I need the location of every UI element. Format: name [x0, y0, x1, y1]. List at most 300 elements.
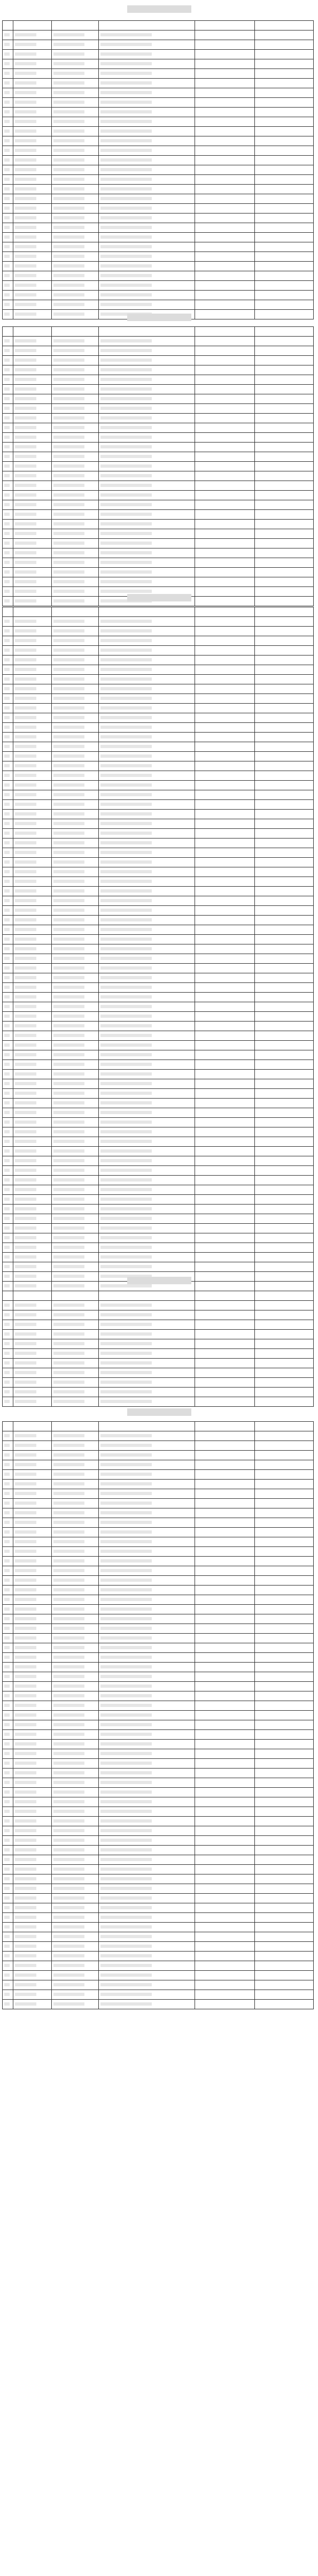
cell-place [99, 185, 195, 194]
unreadable-text-placeholder [4, 1511, 10, 1514]
cell-name [13, 568, 52, 577]
unreadable-text-placeholder [4, 416, 10, 420]
unreadable-text-placeholder [100, 620, 152, 623]
cell-note-1 [195, 1166, 255, 1176]
cell-years [52, 694, 99, 704]
cell-note-2 [255, 1224, 314, 1233]
cell-name [13, 443, 52, 452]
unreadable-text-placeholder [4, 1810, 10, 1813]
unreadable-text-placeholder [100, 716, 152, 719]
cell-seq [3, 300, 13, 310]
unreadable-text-placeholder [100, 1579, 152, 1582]
cell-place [99, 771, 195, 781]
cell-note-1 [195, 1368, 255, 1378]
cell-note-1 [195, 88, 255, 98]
cell-name [13, 1836, 52, 1846]
cell-note-2 [255, 704, 314, 713]
cell-seq [3, 1480, 13, 1489]
cell-seq [3, 233, 13, 242]
table-row [3, 665, 314, 675]
cell-name [13, 375, 52, 385]
table-row [3, 1089, 314, 1099]
cell-note-1 [195, 1388, 255, 1397]
cell-place [99, 165, 195, 175]
cell-years [52, 281, 99, 291]
cell-place [99, 973, 195, 983]
cell-years [52, 1499, 99, 1508]
cell-place [99, 1176, 195, 1185]
unreadable-text-placeholder [4, 1313, 10, 1316]
unreadable-text-placeholder [53, 129, 84, 133]
cell-place [99, 1441, 195, 1451]
unreadable-text-placeholder [53, 1540, 84, 1543]
unreadable-text-placeholder [15, 359, 36, 362]
unreadable-text-placeholder [15, 284, 36, 287]
unreadable-text-placeholder [4, 1713, 10, 1717]
cell-place [99, 40, 195, 50]
unreadable-text-placeholder [53, 513, 84, 516]
cell-years [52, 1470, 99, 1480]
unreadable-text-placeholder [53, 1675, 84, 1678]
cell-place [99, 983, 195, 993]
cell-place [99, 1614, 195, 1624]
unreadable-text-placeholder [15, 226, 36, 229]
cell-note-1 [195, 646, 255, 656]
unreadable-text-placeholder [100, 1492, 152, 1495]
cell-note-2 [255, 1547, 314, 1557]
unreadable-text-placeholder [15, 1781, 36, 1784]
unreadable-text-placeholder [4, 33, 10, 36]
cell-name [13, 1797, 52, 1807]
cell-note-1 [195, 1682, 255, 1691]
unreadable-text-placeholder [15, 938, 36, 941]
column-header-seq [3, 327, 13, 337]
table-row [3, 1653, 314, 1663]
unreadable-text-placeholder [100, 1381, 152, 1384]
table-row [3, 423, 314, 433]
unreadable-text-placeholder [100, 216, 152, 219]
cell-seq [3, 1137, 13, 1147]
table-row [3, 656, 314, 665]
cell-note-2 [255, 1797, 314, 1807]
unreadable-text-placeholder [100, 1217, 152, 1220]
unreadable-text-placeholder [15, 1072, 36, 1076]
cell-years [52, 529, 99, 539]
cell-seq [3, 1846, 13, 1855]
cell-note-1 [195, 175, 255, 185]
table-row [3, 1243, 314, 1253]
unreadable-text-placeholder [100, 706, 152, 710]
unreadable-text-placeholder [4, 359, 10, 362]
cell-years [52, 1012, 99, 1022]
unreadable-text-placeholder [15, 1733, 36, 1736]
unreadable-text-placeholder [53, 339, 84, 342]
cell-seq [3, 1499, 13, 1508]
cell-note-2 [255, 1499, 314, 1508]
unreadable-text-placeholder [53, 697, 84, 700]
cell-note-2 [255, 1118, 314, 1127]
unreadable-text-placeholder [4, 1868, 10, 1871]
cell-note-1 [195, 627, 255, 636]
cell-name [13, 1595, 52, 1605]
cell-name [13, 79, 52, 88]
cell-note-2 [255, 1701, 314, 1711]
unreadable-text-placeholder [100, 303, 152, 306]
unreadable-text-placeholder [15, 1550, 36, 1553]
unreadable-text-placeholder [53, 1492, 84, 1495]
cell-years [52, 1807, 99, 1817]
cell-place [99, 1701, 195, 1711]
cell-seq [3, 1643, 13, 1653]
cell-name [13, 1349, 52, 1359]
cell-note-1 [195, 1952, 255, 1961]
table-row [3, 1778, 314, 1788]
cell-note-2 [255, 165, 314, 175]
unreadable-text-placeholder [100, 774, 152, 777]
cell-note-1 [195, 214, 255, 223]
cell-note-1 [195, 1923, 255, 1932]
unreadable-text-placeholder [4, 947, 10, 950]
cell-place [99, 156, 195, 165]
cell-note-1 [195, 1195, 255, 1205]
unreadable-text-placeholder [53, 1916, 84, 1919]
cell-place [99, 337, 195, 346]
unreadable-text-placeholder [100, 1332, 152, 1336]
cell-place [99, 1002, 195, 1012]
cell-years [52, 1002, 99, 1012]
unreadable-text-placeholder [4, 513, 10, 516]
table-row [3, 1855, 314, 1865]
cell-years [52, 896, 99, 906]
unreadable-text-placeholder [100, 436, 152, 439]
cell-note-1 [195, 1499, 255, 1508]
unreadable-text-placeholder [53, 197, 84, 200]
table-row [3, 1961, 314, 1971]
cell-note-1 [195, 1557, 255, 1566]
unreadable-text-placeholder [53, 822, 84, 825]
cell-note-2 [255, 568, 314, 577]
column-header-note-2 [255, 327, 314, 337]
cell-seq [3, 404, 13, 414]
cell-note-1 [195, 983, 255, 993]
unreadable-text-placeholder [15, 436, 36, 439]
cell-place [99, 346, 195, 356]
cell-place [99, 365, 195, 375]
unreadable-text-placeholder [100, 245, 152, 248]
roster-table [2, 607, 314, 1291]
cell-note-2 [255, 1233, 314, 1243]
unreadable-text-placeholder [4, 1063, 10, 1066]
cell-seq [3, 1431, 13, 1441]
cell-seq [3, 165, 13, 175]
cell-note-2 [255, 916, 314, 925]
unreadable-text-placeholder [53, 1973, 84, 1977]
unreadable-text-placeholder [15, 1313, 36, 1316]
unreadable-text-placeholder [53, 274, 84, 277]
cell-note-2 [255, 443, 314, 452]
cell-name [13, 1634, 52, 1643]
unreadable-text-placeholder [53, 484, 84, 487]
cell-years [52, 175, 99, 185]
unreadable-text-placeholder [53, 1713, 84, 1717]
cell-name [13, 627, 52, 636]
cell-note-2 [255, 1359, 314, 1368]
cell-note-2 [255, 365, 314, 375]
unreadable-text-placeholder [53, 1559, 84, 1563]
cell-years [52, 356, 99, 365]
cell-note-1 [195, 1022, 255, 1031]
cell-place [99, 1903, 195, 1913]
unreadable-text-placeholder [53, 1790, 84, 1794]
cell-seq [3, 993, 13, 1002]
cell-years [52, 1942, 99, 1952]
cell-name [13, 414, 52, 423]
unreadable-text-placeholder [15, 1752, 36, 1755]
cell-note-2 [255, 1368, 314, 1378]
unreadable-text-placeholder [53, 1617, 84, 1620]
unreadable-text-placeholder [53, 1723, 84, 1726]
unreadable-text-placeholder [15, 677, 36, 681]
cell-years [52, 491, 99, 500]
cell-name [13, 800, 52, 810]
cell-name [13, 1826, 52, 1836]
cell-seq [3, 1253, 13, 1262]
cell-note-2 [255, 848, 314, 858]
unreadable-text-placeholder [15, 1742, 36, 1746]
cell-name [13, 1050, 52, 1060]
cell-seq [3, 50, 13, 59]
unreadable-text-placeholder [53, 168, 84, 171]
column-header-note-2 [255, 1291, 314, 1301]
unreadable-text-placeholder [100, 455, 152, 458]
column-header-name [13, 607, 52, 617]
cell-years [52, 346, 99, 356]
unreadable-text-placeholder [4, 129, 10, 133]
unreadable-text-placeholder [15, 1332, 36, 1336]
column-header-note-1 [195, 327, 255, 337]
cell-seq [3, 1865, 13, 1874]
table-row [3, 877, 314, 887]
unreadable-text-placeholder [15, 139, 36, 142]
unreadable-text-placeholder [4, 1178, 10, 1182]
cell-place [99, 617, 195, 627]
unreadable-text-placeholder [15, 1810, 36, 1813]
cell-place [99, 1952, 195, 1961]
unreadable-text-placeholder [15, 706, 36, 710]
cell-place [99, 906, 195, 916]
cell-note-2 [255, 810, 314, 819]
cell-place [99, 568, 195, 577]
unreadable-text-placeholder [53, 436, 84, 439]
table-row [3, 233, 314, 242]
table-row [3, 1634, 314, 1643]
cell-note-1 [195, 568, 255, 577]
unreadable-text-placeholder [100, 397, 152, 400]
unreadable-text-placeholder [4, 677, 10, 681]
table-row [3, 704, 314, 713]
unreadable-text-placeholder [4, 1540, 10, 1543]
cell-seq [3, 1605, 13, 1614]
cell-place [99, 1836, 195, 1846]
unreadable-text-placeholder [53, 918, 84, 921]
cell-name [13, 1865, 52, 1874]
cell-note-2 [255, 1740, 314, 1749]
unreadable-text-placeholder [100, 255, 152, 258]
cell-years [52, 510, 99, 520]
cell-years [52, 520, 99, 529]
cell-place [99, 1359, 195, 1368]
cell-place [99, 1720, 195, 1730]
unreadable-text-placeholder [100, 1502, 152, 1505]
unreadable-text-placeholder [100, 522, 152, 525]
unreadable-text-placeholder [100, 1839, 152, 1842]
unreadable-text-placeholder [4, 1983, 10, 1986]
unreadable-text-placeholder [100, 149, 152, 152]
cell-years [52, 1797, 99, 1807]
table-row [3, 761, 314, 771]
unreadable-text-placeholder [15, 764, 36, 767]
unreadable-text-placeholder [15, 1887, 36, 1890]
unreadable-text-placeholder [15, 1015, 36, 1018]
cell-name [13, 281, 52, 291]
unreadable-text-placeholder [100, 445, 152, 448]
cell-years [52, 481, 99, 491]
cell-place [99, 896, 195, 906]
table-row [3, 1740, 314, 1749]
unreadable-text-placeholder [4, 966, 10, 970]
unreadable-text-placeholder [53, 207, 84, 210]
cell-place [99, 300, 195, 310]
unreadable-text-placeholder [4, 1015, 10, 1018]
cell-name [13, 40, 52, 50]
unreadable-text-placeholder [4, 909, 10, 912]
cell-years [52, 59, 99, 69]
unreadable-text-placeholder [4, 870, 10, 873]
unreadable-text-placeholder [100, 1236, 152, 1239]
unreadable-text-placeholder [15, 966, 36, 970]
cell-note-1 [195, 423, 255, 433]
cell-seq [3, 771, 13, 781]
cell-name [13, 819, 52, 829]
unreadable-text-placeholder [100, 1361, 152, 1365]
unreadable-text-placeholder [15, 1400, 36, 1403]
cell-note-1 [195, 1701, 255, 1711]
unreadable-text-placeholder [100, 1034, 152, 1037]
table-row [3, 520, 314, 529]
section-title [0, 2, 318, 16]
cell-place [99, 1932, 195, 1942]
table-row [3, 146, 314, 156]
unreadable-text-placeholder [4, 1559, 10, 1563]
unreadable-text-placeholder [100, 1588, 152, 1591]
cell-years [52, 1788, 99, 1797]
unreadable-text-placeholder [100, 1810, 152, 1813]
cell-place [99, 1711, 195, 1720]
cell-years [52, 271, 99, 281]
cell-years [52, 1378, 99, 1388]
cell-place [99, 1243, 195, 1253]
cell-name [13, 1060, 52, 1070]
cell-name [13, 1682, 52, 1691]
table-row [3, 1060, 314, 1070]
cell-note-2 [255, 117, 314, 127]
cell-note-2 [255, 558, 314, 568]
cell-seq [3, 1127, 13, 1137]
cell-place [99, 1320, 195, 1330]
cell-name [13, 656, 52, 665]
cell-place [99, 510, 195, 520]
cell-note-1 [195, 944, 255, 954]
cell-note-1 [195, 165, 255, 175]
unreadable-text-placeholder [15, 1511, 36, 1514]
cell-seq [3, 1961, 13, 1971]
table-row [3, 858, 314, 867]
cell-name [13, 1884, 52, 1894]
table-row [3, 433, 314, 443]
unreadable-text-placeholder [4, 1149, 10, 1153]
cell-seq [3, 1663, 13, 1672]
cell-name [13, 471, 52, 481]
table-row [3, 1691, 314, 1701]
cell-note-2 [255, 539, 314, 548]
cell-note-1 [195, 365, 255, 375]
table-row [3, 1952, 314, 1961]
cell-note-2 [255, 529, 314, 539]
cell-years [52, 954, 99, 964]
cell-note-2 [255, 1378, 314, 1388]
unreadable-text-placeholder [100, 1781, 152, 1784]
cell-note-1 [195, 1865, 255, 1874]
cell-name [13, 1759, 52, 1769]
cell-seq [3, 242, 13, 252]
unreadable-text-placeholder [4, 1304, 10, 1307]
unreadable-text-placeholder [53, 1381, 84, 1384]
unreadable-text-placeholder [15, 1082, 36, 1085]
cell-place [99, 69, 195, 79]
unreadable-text-placeholder [15, 1159, 36, 1162]
unreadable-text-placeholder [100, 1935, 152, 1938]
cell-note-2 [255, 462, 314, 471]
cell-name [13, 1942, 52, 1952]
table-row [3, 1643, 314, 1653]
cell-seq [3, 1070, 13, 1079]
cell-seq [3, 1508, 13, 1518]
cell-name [13, 1002, 52, 1012]
unreadable-text-placeholder [100, 783, 152, 787]
table-row [3, 1576, 314, 1586]
cell-place [99, 1971, 195, 1980]
cell-place [99, 79, 195, 88]
cell-note-2 [255, 481, 314, 491]
cell-seq [3, 1557, 13, 1566]
unreadable-text-placeholder [15, 1771, 36, 1774]
cell-years [52, 185, 99, 194]
unreadable-text-placeholder [53, 33, 84, 36]
unreadable-text-placeholder [15, 1704, 36, 1707]
unreadable-text-placeholder [15, 570, 36, 574]
cell-seq [3, 1470, 13, 1480]
unreadable-text-placeholder [4, 880, 10, 883]
cell-name [13, 675, 52, 684]
cell-place [99, 252, 195, 262]
column-header-place [99, 21, 195, 31]
cell-place [99, 684, 195, 694]
cell-note-2 [255, 108, 314, 117]
cell-place [99, 1769, 195, 1778]
cell-years [52, 242, 99, 252]
cell-place [99, 1518, 195, 1528]
cell-years [52, 471, 99, 481]
